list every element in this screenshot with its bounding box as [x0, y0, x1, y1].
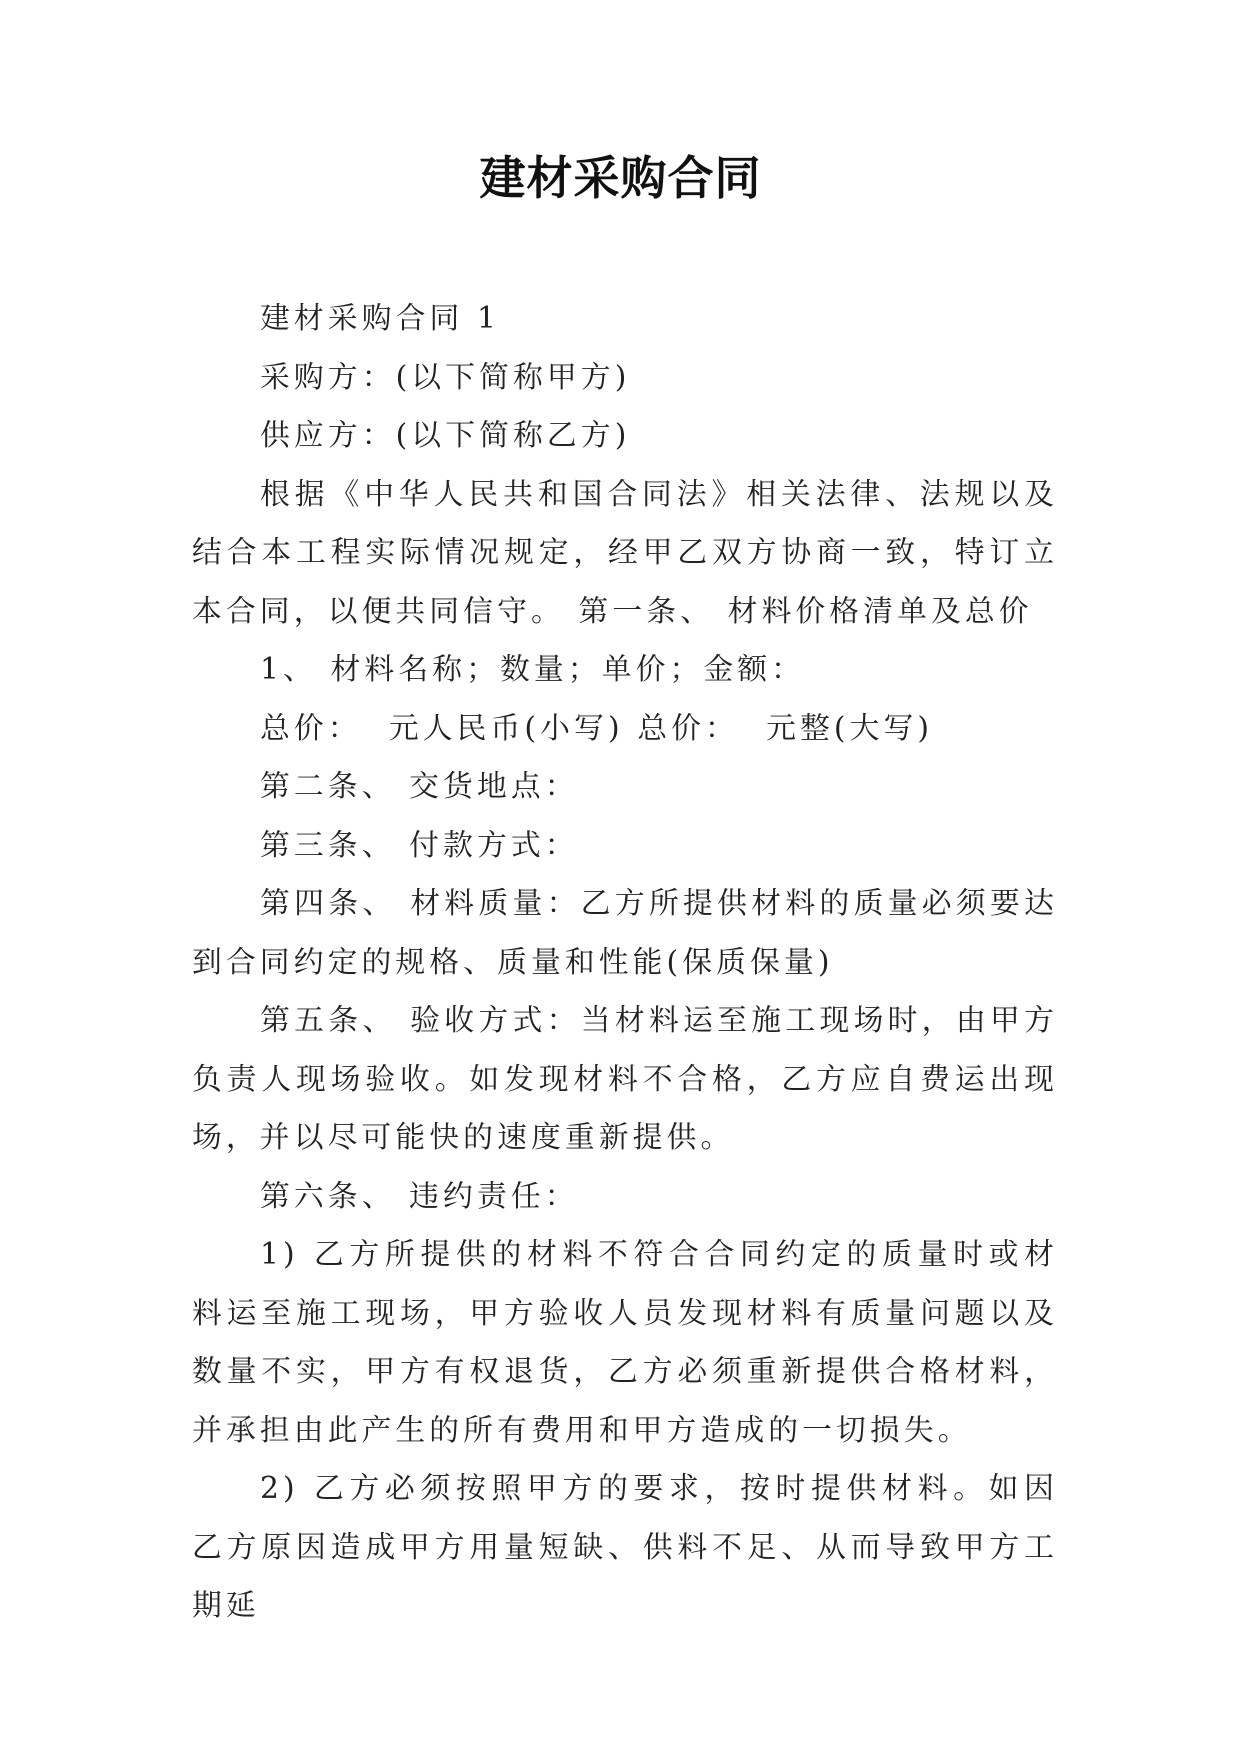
paragraph-purchaser: 采购方：(以下简称甲方)	[260, 359, 631, 395]
paragraph-preamble: 根据《中华人民共和国合同法》相关法律、法规以及结合本工程实际情况规定，经甲乙双方协商一致，特订立本合同，以便共同信守。 第一条、 材料价格清单及总价	[192, 476, 1058, 629]
document-title: 建材采购合同	[479, 151, 762, 205]
paragraph-article-3: 第三条、 付款方式：	[260, 827, 579, 863]
paragraph-supplier: 供应方：(以下简称乙方)	[260, 418, 631, 453]
paragraph-material-list: 1、 材料名称；数量；单价；金额：	[260, 652, 806, 687]
paragraph-total-price: 总价： 元人民币(小写) 总价： 元整(大写)	[260, 710, 934, 746]
paragraph-clause-1: 1) 乙方所提供的材料不符合合同约定的质量时或材料运至施工现场，甲方验收人员发现材料有质量问题以及数量不实，甲方有权退货，乙方必须重新提供合格材料，并承担由此产生的所有费用和甲方造成的一切损失。	[192, 1237, 1058, 1448]
paragraph-article-2: 第二条、 交货地点：	[260, 769, 579, 804]
paragraph-contract-heading: 建材采购合同 1	[260, 301, 501, 336]
paragraph-clause-2: 2) 乙方必须按照甲方的要求，按时提供材料。如因乙方原因造成甲方用量短缺、供料不足、从而导致甲方工期延	[192, 1471, 1058, 1623]
paragraph-article-6: 第六条、 违约责任：	[260, 1178, 579, 1214]
paragraph-article-5: 第五条、 验收方式：当材料运至施工现场时，由甲方负责人现场验收。如发现材料不合格，乙方应自费运出现场，并以尽可能快的速度重新提供。	[192, 1003, 1058, 1155]
paragraph-article-4: 第四条、 材料质量：乙方所提供材料的质量必须要达到合同约定的规格、质量和性能(保质保量)	[192, 886, 1058, 980]
document-body	[192, 290, 1058, 1636]
